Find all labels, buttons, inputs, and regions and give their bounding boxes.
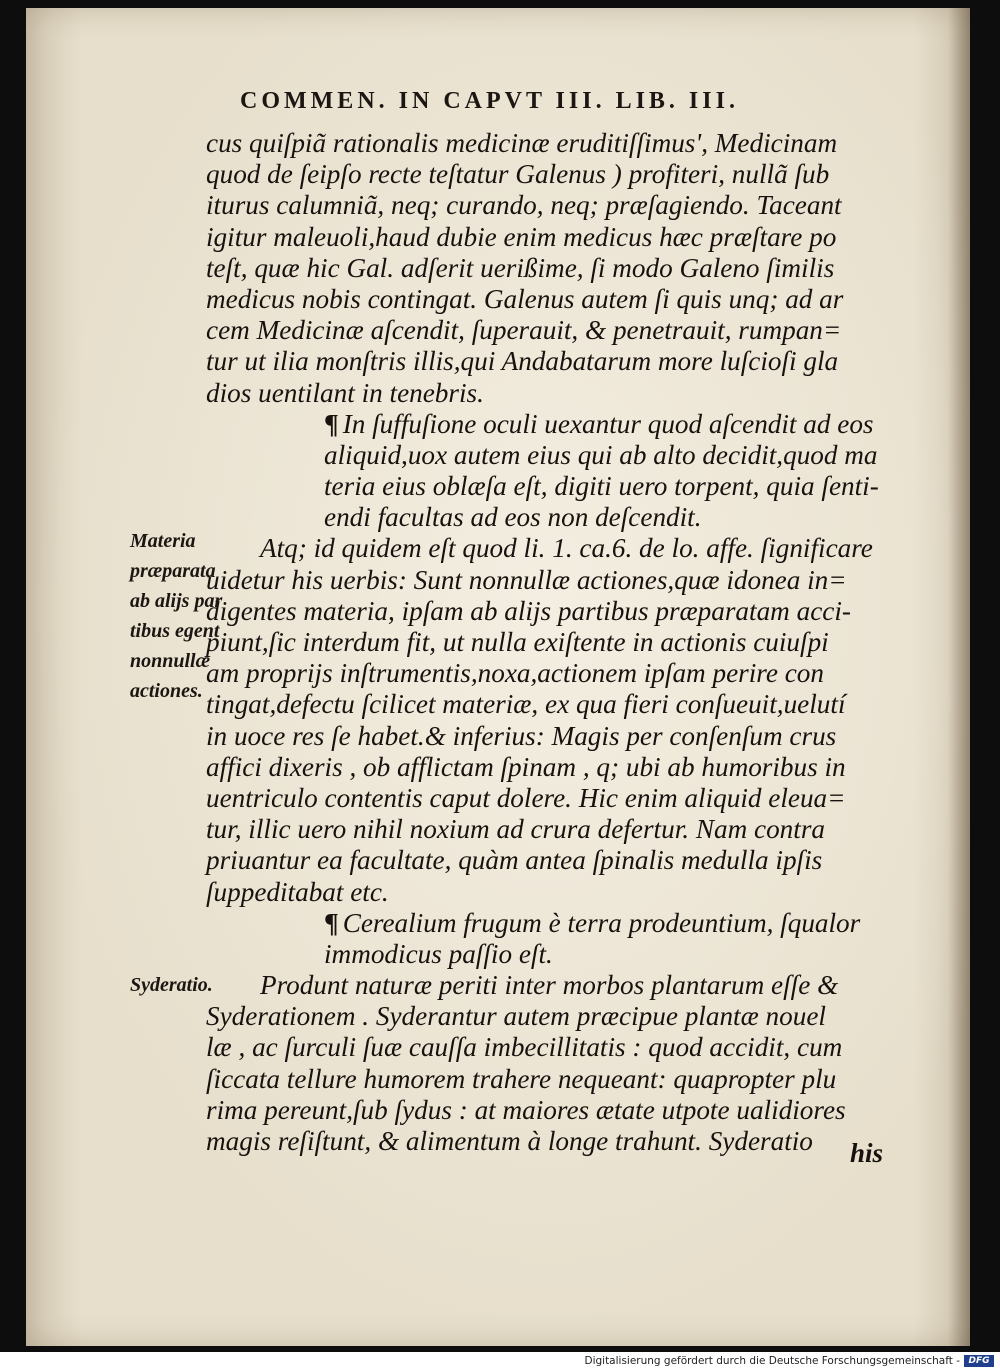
text-line: magis reſiſtunt, & alimentum à longe trahunt. Syderatio	[206, 1126, 813, 1156]
text-line: rima pereunt,ſub ſydus : at maiores ætate utpote ualidiores	[206, 1094, 846, 1125]
text-line: medicus nobis contingat. Galenus autem ſi quis unq; ad ar	[206, 283, 844, 314]
running-head: COMMEN. IN CAPVT III. LIB. III.	[240, 88, 739, 114]
text-line: digentes materia, ipſam ab alijs partibus præparatam acci-	[206, 595, 851, 626]
text-line: igitur maleuoli,haud dubie enim medicus hæc præſtare po	[206, 221, 837, 252]
margin-note-materia	[130, 526, 222, 706]
paragraph-mark-icon: ¶	[324, 408, 339, 439]
lemma-text: Cerealium frugum è terra prodeuntium, ſqualor	[342, 907, 861, 938]
lemma-line: aliquid,uox autem eius qui ab alto decidit,quod ma	[324, 439, 878, 470]
footer-bar	[0, 1352, 1000, 1370]
text-line: uentriculo contentis caput dolere. Hic enim aliquid eleua=	[206, 782, 846, 813]
text-line: affici dixeris , ob afflictam ſpinam , q; ubi ab humoribus in	[206, 751, 846, 782]
text-line: piunt,ſic interdum fit, ut nulla exiſtente in actionis cuiuſpi	[206, 627, 829, 657]
dfg-logo: DFG	[964, 1355, 994, 1367]
margin-note-line: ab alijs par	[130, 590, 223, 612]
lemma-line	[206, 908, 906, 939]
margin-note-line: præparata	[130, 560, 216, 582]
lemma-line: teria eius oblæſa eſt, digiti uero torpent, quia ſenti-	[324, 471, 879, 502]
margin-note-line: nonnullæ	[130, 650, 211, 672]
text-line: quod de ſeipſo recte teſtatur Galenus ) profiteri, nullã ſub	[206, 159, 830, 190]
margin-note-line: Materia	[130, 530, 196, 552]
text-line: læ , ac ſurculi ſuæ cauſſa imbecillitatis : quod accidit, cum	[206, 1032, 843, 1063]
text-line: ſuppeditabat etc.	[206, 876, 389, 907]
text-line: in uoce res ſe habet.& inferius: Magis per conſenſum crus	[206, 720, 837, 751]
catchword: his	[850, 1138, 884, 1168]
text-line: priuantur ea facultate, quàm antea ſpinalis medulla ipſis	[206, 845, 823, 876]
margin-note-line: actiones.	[130, 680, 203, 702]
text-line: Syderationem . Syderantur autem præcipue plantæ nouel	[206, 1001, 826, 1032]
main-text-block	[206, 128, 906, 1157]
margin-note-line: tibus egent	[130, 620, 220, 642]
text-line: tur, illic uero nihil noxium ad crura defertur. Nam contra	[206, 814, 825, 845]
text-line: tingat,defectu ſcilicet materiæ, ex qua fieri conſueuit,uelutí	[206, 689, 846, 720]
text-line: teſt, quæ hic Gal. adſerit uerißime, ſi modo Galeno ſimilis	[206, 252, 835, 283]
text-line: cem Medicinæ aſcendit, ſuperauit, & penetrauit, rumpan=	[206, 315, 842, 346]
lemma-line	[206, 409, 906, 440]
text-line: am proprijs inſtrumentis,noxa,actionem ipſam perire con	[206, 658, 824, 689]
lemma-line: endi facultas ad eos non deſcendit.	[324, 502, 702, 533]
text-line: tur ut ilia monſtris illis,qui Andabatarum more luſcioſi gla	[206, 346, 839, 377]
paragraph-mark-icon: ¶	[324, 907, 339, 938]
text-line: Atq; id quidem eſt quod li. 1. ca.6. de lo. affe. ſignificare	[260, 533, 873, 564]
text-line: dios uentilant in tenebris.	[206, 377, 484, 408]
text-line: cus quiſpiã rationalis medicinæ eruditiſſimus', Medicinam	[206, 128, 838, 158]
text-line: uidetur his uerbis: Sunt nonnullæ actiones,quæ idonea in=	[206, 564, 847, 595]
text-line: Produnt naturæ periti inter morbos plantarum eſſe &	[260, 970, 839, 1001]
footer-credit: Digitalisierung gefördert durch die Deutsche Forschungsgemeinschaft -	[584, 1355, 960, 1367]
lemma-text: In ſuffuſione oculi uexantur quod aſcendit ad eos	[342, 408, 874, 439]
text-line: ſiccata tellure humorem trahere nequeant: quapropter plu	[206, 1063, 837, 1094]
text-line: iturus calumniã, neq; curando, neq; præſagiendo. Taceant	[206, 190, 842, 221]
margin-note-syderatio: Syderatio.	[130, 974, 213, 996]
lemma-line: immodicus paſſio eſt.	[324, 938, 553, 969]
page-edge-shadow	[948, 8, 970, 1346]
